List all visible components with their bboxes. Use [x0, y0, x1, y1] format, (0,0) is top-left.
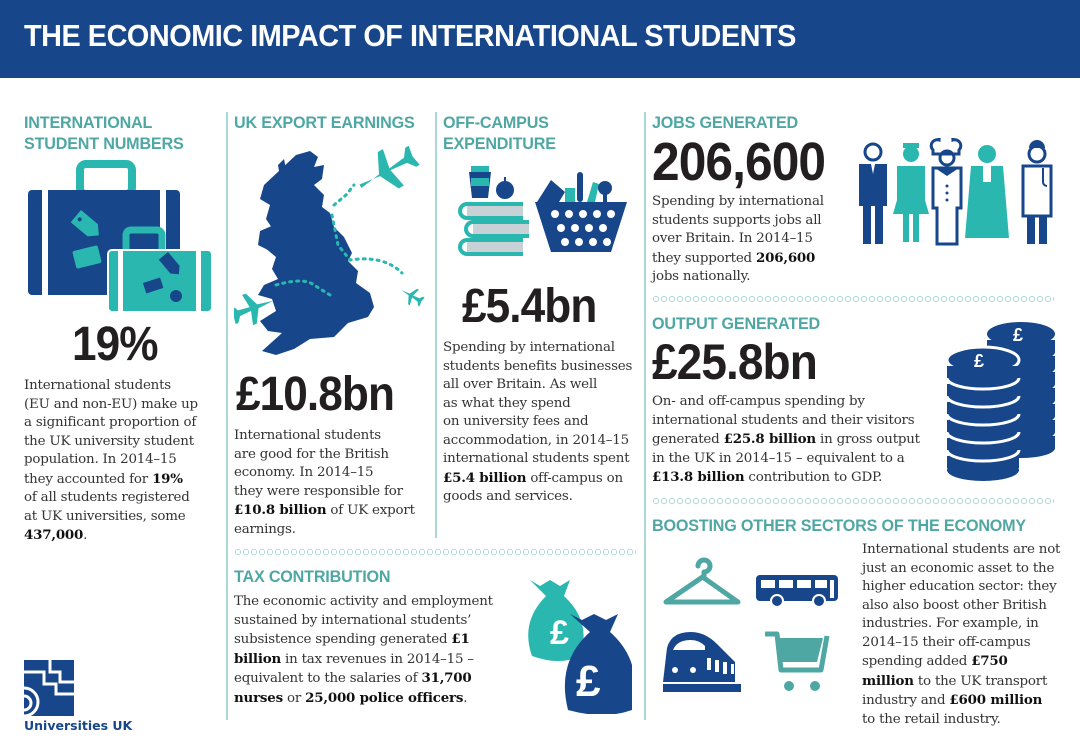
section-heading: OUTPUT GENERATED: [652, 314, 821, 333]
bus-icon: [755, 574, 840, 610]
column-divider: [226, 112, 228, 720]
section-heading: UK EXPORT EARNINGS: [234, 113, 415, 132]
export-earnings-figure: £10.8bn: [236, 368, 395, 421]
column-divider: [644, 112, 646, 720]
logo-text: Universities UK: [24, 718, 133, 733]
column-divider: [435, 112, 437, 538]
svg-text:£: £: [1013, 325, 1024, 345]
output-figure: £25.8bn: [652, 334, 817, 390]
money-bags-icon: [520, 574, 632, 714]
other-sectors-description: International students are not just an economic asset to the higher education sector: they also also boost other British industries. For example, in 2014–15 their off-campus spending added £750 million to the UK transport industry and £600 million to the retail industry.: [862, 542, 1061, 727]
jobs-figure: 206,600: [652, 132, 826, 192]
section-heading: INTERNATIONAL STUDENT NUMBERS: [24, 113, 184, 153]
section-heading: TAX CONTRIBUTION: [234, 567, 391, 586]
uk-map-with-planes-icon: [234, 145, 434, 365]
student-numbers-description: International students (EU and non-EU) make up a significant proportion of the UK university student population. In 2014–15 they accounted for 19% of all students registered at UK universities, some 437,000.: [24, 378, 198, 543]
train-icon: [663, 630, 741, 694]
hanger-icon: [662, 552, 742, 610]
off-campus-description: Spending by international students benefits businesses all over Britain. As well as what they spend on university fees and accommodation, in 2014–15 international students spent £5.4 billion off-campus on goods and services.: [443, 340, 633, 504]
section-divider: [652, 295, 1054, 303]
student-share-figure: 19%: [72, 318, 158, 371]
workers-icon: [855, 138, 1060, 246]
section-divider: [652, 497, 1054, 505]
books-and-basket-icon: [455, 162, 630, 262]
tax-description: The economic activity and employment sustained by international students’ subsistence spending generated £1 billion in tax revenues in 2014–15 – equivalent to the salaries of 31,700 nurses or 25,000 police officers.: [234, 594, 493, 706]
section-heading: BOOSTING OTHER SECTORS OF THE ECONOMY: [652, 516, 1027, 535]
section-heading: OFF-CAMPUS EXPENDITURE: [443, 113, 556, 153]
svg-text:£: £: [576, 657, 601, 706]
off-campus-figure: £5.4bn: [462, 280, 597, 333]
jobs-description: Spending by international students supports jobs all over Britain. In 2014–15 they supported 206,600 jobs nationally.: [652, 194, 824, 284]
universities-uk-logo-icon: [24, 660, 74, 716]
svg-text:£: £: [974, 351, 985, 371]
output-description: On- and off-campus spending by international students and their visitors generated £25.8 billion in gross output in the UK in 2014–15 – equivalent to a £13.8 billion contribution to GDP.: [652, 394, 920, 485]
export-earnings-description: International students are good for the British economy. In 2014–15 they were responsible for £10.8 billion of UK export earnings.: [234, 428, 415, 537]
section-divider: [234, 548, 636, 556]
shopping-cart-icon: [763, 630, 833, 694]
svg-text:£: £: [550, 614, 569, 652]
header-banner: [0, 0, 1080, 78]
suitcases-icon: [26, 160, 216, 315]
coin-stacks-icon: [945, 318, 1060, 490]
section-heading: JOBS GENERATED: [652, 113, 799, 132]
page-title: THE ECONOMIC IMPACT OF INTERNATIONAL STUDENTS: [24, 18, 796, 53]
